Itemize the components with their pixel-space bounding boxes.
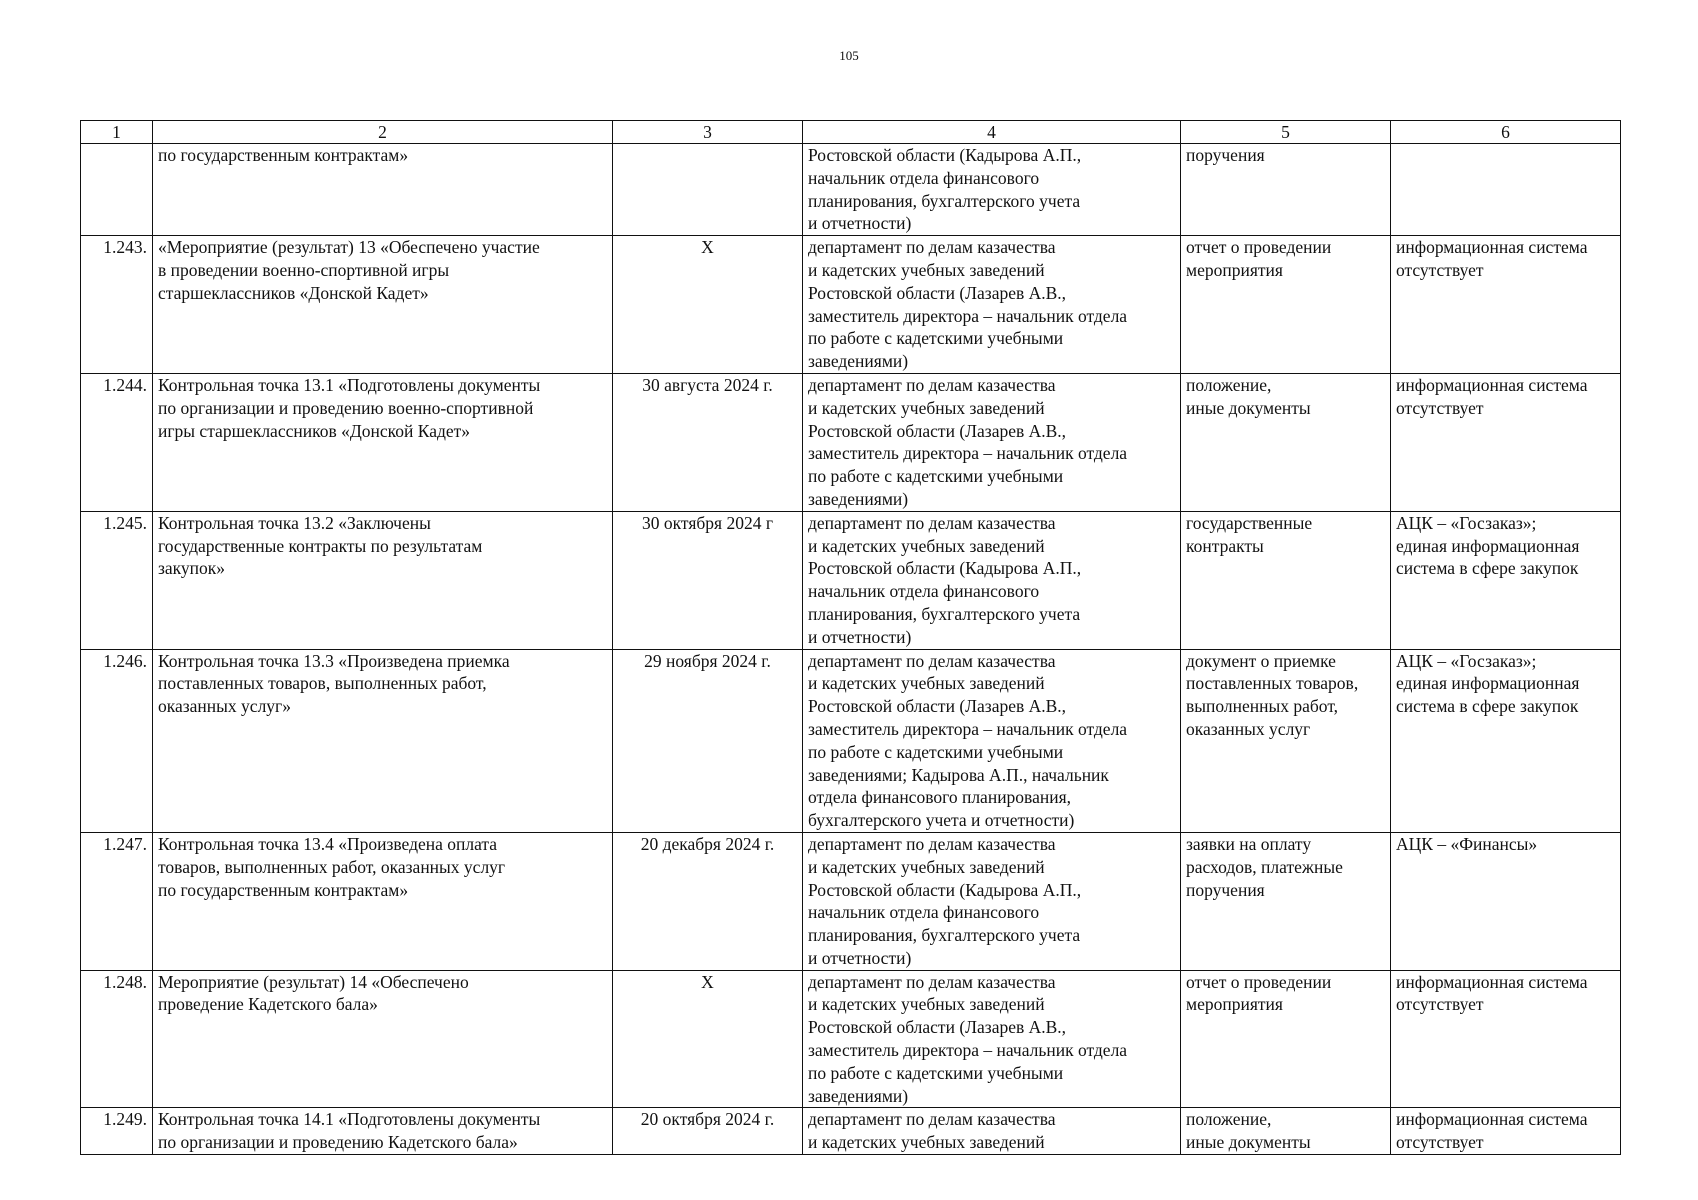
- row-number-cell-text: 1.244.: [103, 374, 147, 395]
- document-type-cell-text: государственные контракты: [1186, 512, 1313, 556]
- responsible-cell: [803, 832, 1181, 970]
- document-type-cell-text: отчет о проведении мероприятия: [1186, 237, 1332, 280]
- responsible-cell: [803, 236, 1181, 374]
- row-number-cell: [81, 649, 153, 832]
- item-name-cell: [153, 373, 613, 511]
- responsible-cell-text: департамент по делам казачества и кадетских учебных заведений Ростовской области (Лазарев А.В., заместитель директора – начальник отдела по работе с кадетскими учебными заведениями): [808, 237, 1128, 372]
- information-system-cell-text: информационная система отсутствует: [1396, 237, 1588, 280]
- item-name-cell-text: Контрольная точка 14.1 «Подготовлены документы по организации и проведению Кадетского бала»: [158, 1109, 541, 1153]
- item-name-cell: [153, 1108, 613, 1155]
- row-number-cell-text: 1.246.: [103, 650, 147, 671]
- responsible-cell-text: департамент по делам казачества и кадетских учебных заведений Ростовской области (Лазарев А.В., заместитель директора – начальник отдела по работе с кадетскими учебными заведениями): [808, 374, 1128, 509]
- information-system-cell-text: АЦК – «Финансы»: [1396, 833, 1538, 854]
- information-system-cell: [1391, 970, 1621, 1108]
- document-type-cell: [1181, 649, 1391, 832]
- item-name-cell-text: Контрольная точка 13.4 «Произведена оплата товаров, выполненных работ, оказанных услуг по государственным контрактам»: [158, 833, 506, 900]
- information-system-cell: [1391, 511, 1621, 649]
- plan-table: [80, 120, 1621, 1155]
- column-header: 2: [153, 121, 613, 144]
- responsible-cell: [803, 1108, 1181, 1155]
- deadline-cell: [613, 511, 803, 649]
- deadline-cell-text: 30 октября 2024 г: [642, 512, 773, 533]
- row-number-cell: [81, 373, 153, 511]
- row-number-cell: [81, 970, 153, 1108]
- item-name-cell: [153, 832, 613, 970]
- document-type-cell: [1181, 373, 1391, 511]
- responsible-cell-text: департамент по делам казачества и кадетских учебных заведений Ростовской области (Кадырова А.П., начальник отдела финансового планирования, бухгалтерского учета и отчетности): [808, 512, 1082, 647]
- table-header-row: [81, 121, 1621, 144]
- information-system-cell: [1391, 649, 1621, 832]
- item-name-cell: [153, 649, 613, 832]
- responsible-cell-text: департамент по делам казачества и кадетских учебных заведений Ростовской области (Лазарев А.В., заместитель директора – начальник отдела по работе с кадетскими учебными заведениями; Кадырова А.П., начальник отдела финансового планирования, бухгалтерского учета и отчетности): [808, 650, 1128, 831]
- deadline-cell: [613, 832, 803, 970]
- table-row: [81, 236, 1621, 374]
- document-type-cell-text: документ о приемке поставленных товаров, выполненных работ, оказанных услуг: [1186, 650, 1359, 739]
- document-type-cell-text: поручения: [1186, 145, 1265, 165]
- item-name-cell: [153, 236, 613, 374]
- item-name-cell-text: по государственным контрактам»: [158, 145, 409, 165]
- document-type-cell: [1181, 832, 1391, 970]
- table-row: [81, 832, 1621, 970]
- item-name-cell: [153, 511, 613, 649]
- row-number-cell-text: 1.249.: [103, 1109, 147, 1130]
- item-name-cell-text: Контрольная точка 13.3 «Произведена приемка поставленных товаров, выполненных работ, оказанных услуг»: [158, 650, 510, 717]
- responsible-cell-text: департамент по делам казачества и кадетских учебных заведений: [808, 1109, 1056, 1153]
- document-type-cell: [1181, 144, 1391, 236]
- deadline-cell: [613, 144, 803, 236]
- item-name-cell-text: Контрольная точка 13.2 «Заключены государственные контракты по результатам закупок»: [158, 512, 483, 579]
- responsible-cell: [803, 144, 1181, 236]
- row-number-cell: [81, 144, 153, 236]
- responsible-cell-text: департамент по делам казачества и кадетских учебных заведений Ростовской области (Лазарев А.В., заместитель директора – начальник отдела по работе с кадетскими учебными заведениями): [808, 971, 1128, 1106]
- item-name-cell-text: «Мероприятие (результат) 13 «Обеспечено участие в проведении военно-спортивной игры старшеклассников «Донской Кадет»: [158, 237, 540, 303]
- item-name-cell-text: Мероприятие (результат) 14 «Обеспечено проведение Кадетского бала»: [158, 971, 469, 1015]
- document-type-cell: [1181, 1108, 1391, 1155]
- document-type-cell-text: заявки на оплату расходов, платежные поручения: [1186, 833, 1343, 900]
- deadline-cell: [613, 1108, 803, 1155]
- responsible-cell: [803, 970, 1181, 1108]
- document-type-cell: [1181, 511, 1391, 649]
- row-number-cell: [81, 236, 153, 374]
- information-system-cell: [1391, 832, 1621, 970]
- responsible-cell: [803, 649, 1181, 832]
- deadline-cell-text: 20 октября 2024 г.: [640, 1109, 775, 1130]
- deadline-cell-text: 20 декабря 2024 г.: [640, 833, 775, 854]
- item-name-cell: [153, 970, 613, 1108]
- information-system-cell-text: АЦК – «Госзаказ»; единая информационная система в сфере закупок: [1396, 512, 1580, 579]
- row-number-cell-text: 1.243.: [103, 237, 147, 258]
- deadline-cell-text: Х: [701, 237, 714, 258]
- responsible-cell-text: департамент по делам казачества и кадетских учебных заведений Ростовской области (Кадырова А.П., начальник отдела финансового планирования, бухгалтерского учета и отчетности): [808, 833, 1082, 968]
- row-number-cell-text: 1.245.: [103, 512, 147, 533]
- document-type-cell: [1181, 970, 1391, 1108]
- deadline-cell: [613, 970, 803, 1108]
- table-row: [81, 1108, 1621, 1155]
- row-number-cell: [81, 511, 153, 649]
- document-type-cell-text: положение, иные документы: [1186, 1109, 1311, 1153]
- table-row: [81, 144, 1621, 236]
- deadline-cell: [613, 373, 803, 511]
- table-body: [81, 144, 1621, 1155]
- item-name-cell-text: Контрольная точка 13.1 «Подготовлены документы по организации и проведению военно-спортивной игры старшеклассников «Донской Кадет»: [158, 374, 541, 441]
- column-header: 5: [1181, 121, 1391, 144]
- document-type-cell-text: положение, иные документы: [1186, 374, 1311, 418]
- column-header: 6: [1391, 121, 1621, 144]
- deadline-cell-text: 29 ноября 2024 г.: [644, 650, 771, 671]
- page-number: 105: [839, 48, 859, 63]
- information-system-cell-text: информационная система отсутствует: [1396, 971, 1588, 1015]
- responsible-cell-text: Ростовской области (Кадырова А.П., начальник отдела финансового планирования, бухгалтерского учета и отчетности): [808, 145, 1082, 234]
- column-header: 3: [613, 121, 803, 144]
- deadline-cell: [613, 236, 803, 374]
- deadline-cell: [613, 649, 803, 832]
- table-row: [81, 373, 1621, 511]
- row-number-cell: [81, 1108, 153, 1155]
- information-system-cell: [1391, 373, 1621, 511]
- table-row: [81, 511, 1621, 649]
- information-system-cell-text: информационная система отсутствует: [1396, 1109, 1588, 1153]
- row-number-cell-text: 1.248.: [103, 971, 147, 992]
- responsible-cell: [803, 511, 1181, 649]
- information-system-cell: [1391, 1108, 1621, 1155]
- table-row: [81, 970, 1621, 1108]
- responsible-cell: [803, 373, 1181, 511]
- row-number-cell: [81, 832, 153, 970]
- deadline-cell-text: 30 августа 2024 г.: [642, 374, 773, 395]
- table-row: [81, 649, 1621, 832]
- information-system-cell-text: АЦК – «Госзаказ»; единая информационная система в сфере закупок: [1396, 650, 1580, 717]
- column-header: 4: [803, 121, 1181, 144]
- item-name-cell: [153, 144, 613, 236]
- column-header: 1: [81, 121, 153, 144]
- row-number-cell-text: 1.247.: [103, 833, 147, 854]
- information-system-cell-text: информационная система отсутствует: [1396, 374, 1588, 418]
- document-type-cell: [1181, 236, 1391, 374]
- document-type-cell-text: отчет о проведении мероприятия: [1186, 971, 1332, 1015]
- information-system-cell: [1391, 236, 1621, 374]
- deadline-cell-text: Х: [701, 971, 714, 992]
- information-system-cell: [1391, 144, 1621, 236]
